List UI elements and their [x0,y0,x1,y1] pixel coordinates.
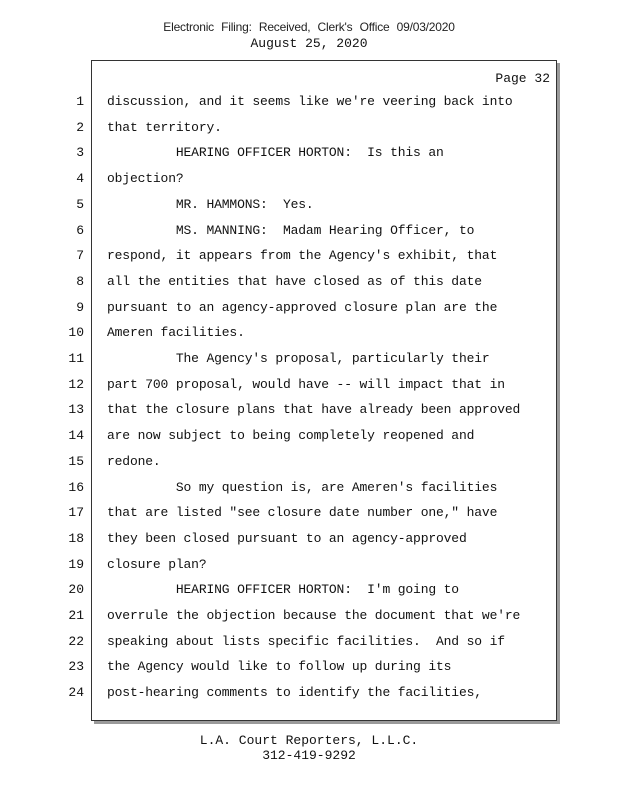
transcript-line [0,633,618,651]
line-text: closure plan? [107,556,207,572]
line-number: 5 [76,196,84,212]
transcript-line [0,196,618,214]
transcript-line [0,144,618,162]
line-number: 16 [68,479,84,495]
line-number: 3 [76,145,84,161]
line-number: 11 [68,351,84,366]
line-number: 24 [68,685,84,701]
line-text: MS. MANNING: Madam Hearing Officer, to [107,222,475,238]
transcript-line [0,350,618,368]
line-number: 6 [76,222,84,238]
line-number: 9 [76,299,84,315]
line-number: 21 [68,608,84,623]
line-text: are now subject to being completely reopened and [107,428,475,444]
transcript-line [0,247,618,265]
line-text: HEARING OFFICER HORTON: I'm going to [107,582,459,598]
line-text: Ameren facilities. [107,325,245,341]
transcript-line [0,401,618,419]
line-number: 15 [68,453,84,469]
transcript-line [0,556,618,574]
transcript-line [0,324,618,342]
transcript-line [0,427,618,445]
line-text: the Agency would like to follow up during its [107,659,452,675]
line-text: post-hearing comments to identify the facilities, [107,685,482,701]
line-number: 7 [76,248,84,264]
transcript-line [0,376,618,394]
line-text: So my question is, are Ameren's facilities [107,479,498,495]
transcript-line [0,581,618,599]
line-text: objection? [107,171,184,187]
transcript-line [0,222,618,240]
transcript-line [0,93,618,111]
line-text: that are listed "see closure date number one," have [107,505,498,521]
line-text: all the entities that have closed as of this date [107,273,482,289]
line-number: 18 [68,530,84,546]
line-text: part 700 proposal, would have -- will impact that in [107,376,505,392]
court-reporter-phone: 312-419-9292 [262,748,356,763]
line-number: 19 [68,556,84,572]
line-text: discussion, and it seems like we're veering back into [107,94,513,109]
line-text: MR. HAMMONS: Yes. [107,196,314,212]
line-number: 22 [68,633,84,649]
line-text: HEARING OFFICER HORTON: Is this an [107,145,444,161]
line-number: 8 [76,273,84,289]
line-number: 1 [76,94,84,109]
line-number: 23 [68,659,84,675]
line-number: 20 [68,582,84,598]
transcript-line [0,658,618,676]
transcript-line [0,504,618,522]
line-number: 14 [68,428,84,444]
transcript-line [0,479,618,497]
line-number: 2 [76,119,84,135]
line-text: that the closure plans that have already been approved [107,402,521,418]
hearing-date: August 25, 2020 [250,36,368,51]
line-number: 17 [68,505,84,521]
line-text: redone. [107,453,161,469]
transcript-line [0,119,618,137]
line-text: The Agency's proposal, particularly their [107,351,490,366]
line-text: that territory. [107,119,222,135]
transcript-line [0,453,618,471]
transcript-line [0,299,618,317]
electronic-filing-stamp: Electronic Filing: Received, Clerk's Office 09/03/2020 [163,20,455,34]
transcript-line [0,607,618,625]
transcript-line [0,170,618,188]
line-number: 13 [68,402,84,418]
page-number: Page 32 [495,71,550,86]
line-text: overrule the objection because the document that we're [107,608,521,623]
line-number: 4 [76,171,84,187]
transcript-line [0,273,618,291]
transcript-line [0,684,618,702]
line-number: 10 [68,325,84,341]
line-number: 12 [68,376,84,392]
line-text: they been closed pursuant to an agency-approved [107,530,467,546]
transcript-line [0,530,618,548]
line-text: speaking about lists specific facilities. And so if [107,633,505,649]
line-text: respond, it appears from the Agency's exhibit, that [107,248,498,264]
court-reporter-name: L.A. Court Reporters, L.L.C. [199,733,419,748]
line-text: pursuant to an agency-approved closure plan are the [107,299,498,315]
